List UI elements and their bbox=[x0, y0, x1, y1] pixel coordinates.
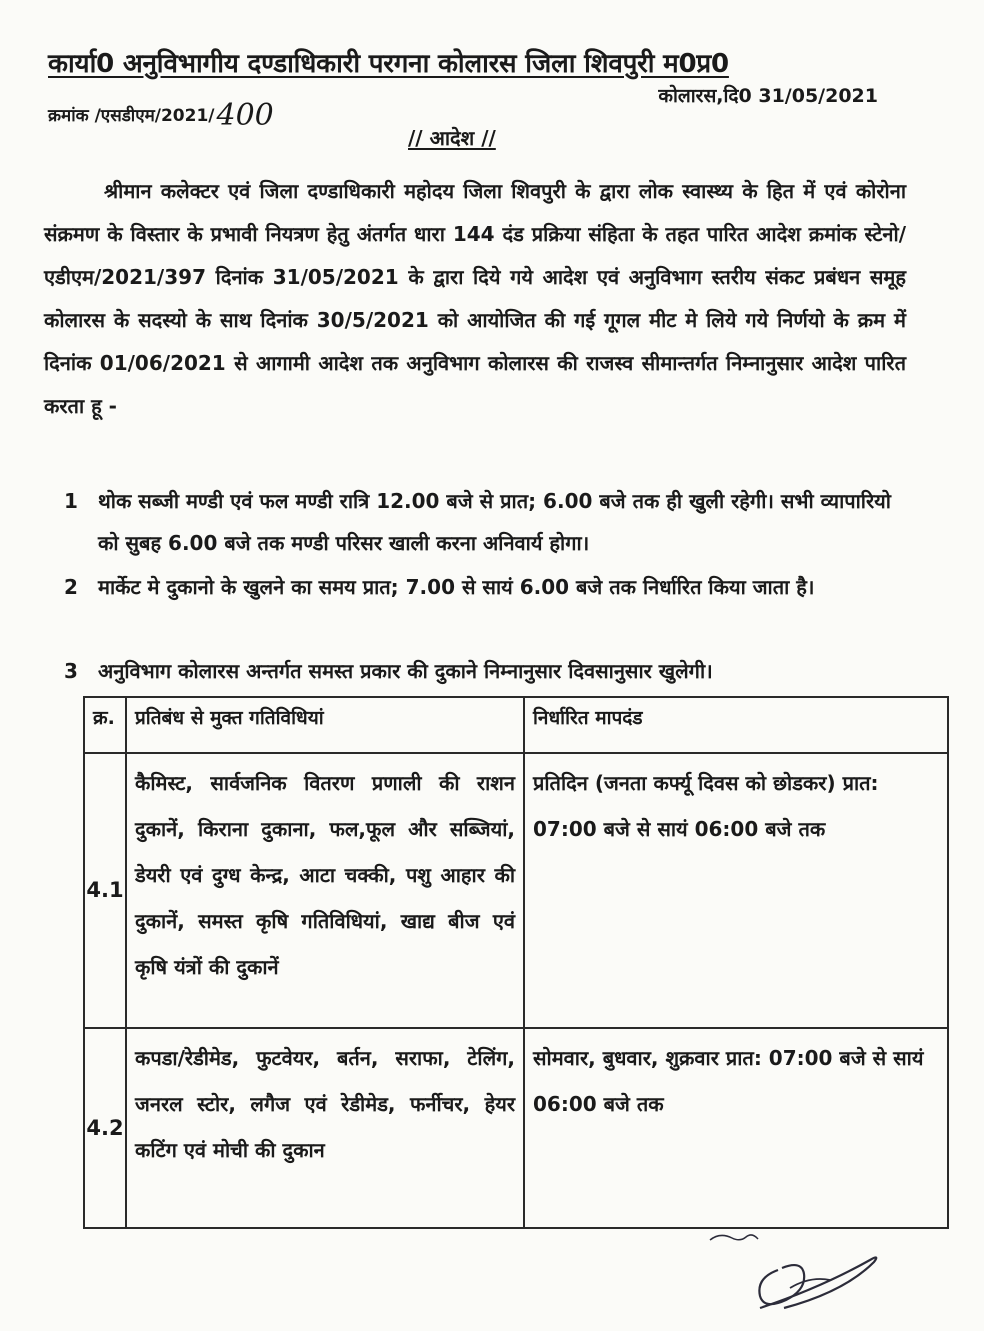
row-activities: कैमिस्ट, सार्वजनिक वितरण प्रणाली की राशन दुकानें, किराना दुकाना, फल,फूल और सब्जियां, डेयरी एवं दुग्ध केन्द्र, आटा चक्की, पशु आहार की दुकानें, समस्त कृषि गतिविधियां, खाद्य बीज एवं कृषि यंत्रों की दुकानें bbox=[126, 753, 524, 1028]
row-serial: 4.1 bbox=[84, 753, 126, 1028]
signature-icon bbox=[690, 1218, 890, 1318]
order-item-text: थोक सब्जी मण्डी एवं फल मण्डी रात्रि 12.00 बजे से प्रात; 6.00 बजे तक ही खुली रहेगी। सभी व्यापारियो को सुबह 6.00 बजे तक मण्डी परिसर खाली करना अनिवार्य होगा। bbox=[98, 489, 891, 555]
order-item-number: 2 bbox=[64, 575, 78, 599]
order-item-text: मार्केट मे दुकानो के खुलने का समय प्रात; 7.00 से सायं 6.00 बजे तक निर्धारित किया जाता है। bbox=[98, 575, 815, 599]
order-item bbox=[64, 480, 914, 564]
header-serial: क्र. bbox=[84, 697, 126, 753]
order-heading: // आदेश // bbox=[408, 126, 496, 150]
order-item-number: 3 bbox=[64, 659, 78, 683]
order-item-number: 1 bbox=[64, 489, 78, 513]
place-and-date: कोलारस,दि0 31/05/2021 bbox=[658, 85, 878, 107]
row-norms: सोमवार, बुधवार, शुक्रवार प्रात: 07:00 बजे से सायं 06:00 बजे तक bbox=[524, 1028, 948, 1228]
initials-scribble bbox=[710, 1235, 758, 1240]
schedule-table-grid bbox=[83, 696, 949, 1229]
intro-paragraph: श्रीमान कलेक्टर एवं जिला दण्डाधिकारी महोदय जिला शिवपुरी के द्वारा लोक स्वास्थ्य के हित में एवं कोरोना संक्रमण के विस्तार के प्रभावी नियत्रण हेतु अंतर्गत धारा 144 दंड प्रक्रिया संहिता के तहत पारित आदेश क्रमांक स्टेनो/एडीएम/2021/397 दिनांक 31/05/2021 के द्वारा दिये गये आदेश एवं अनुविभाग स्तरीय संकट प्रबंधन समूह कोलारस के सदस्यो के साथ दिनांक 30/5/2021 को आयोजित की गई गूगल मीट मे लिये गये निर्णयो के क्रम में दिनांक 01/06/2021 से आगामी आदेश तक अनुविभाग कोलारस की राजस्व सीमान्तर्गत निम्नानुसार आदेश पारित करता हू - bbox=[44, 179, 906, 418]
row-norms: प्रतिदिन (जनता कर्फ्यू दिवस को छोडकर) प्रात: 07:00 बजे से सायं 06:00 बजे तक bbox=[524, 753, 948, 1028]
reference-number-printed: क्रमांक /एसडीएम/2021/ bbox=[48, 106, 215, 126]
order-item bbox=[64, 566, 914, 608]
reference-number bbox=[48, 94, 274, 133]
table-row bbox=[84, 1028, 948, 1228]
row-activities: कपडा/रेडीमेड, फुटवेयर, बर्तन, सराफा, टेलिंग, जनरल स्टोर, लगैज एवं रेडीमेड, फर्नीचर, हेयर कटिंग एवं मोची की दुकान bbox=[126, 1028, 524, 1228]
header-activities: प्रतिबंध से मुक्त गतिविधियां bbox=[126, 697, 524, 753]
reference-number-handwritten: 400 bbox=[216, 98, 274, 133]
table-header-row bbox=[84, 697, 948, 753]
order-item-text: अनुविभाग कोलारस अन्तर्गत समस्त प्रकार की दुकाने निम्नानुसार दिवसानुसार खुलेगी। bbox=[98, 659, 713, 683]
table-row bbox=[84, 753, 948, 1028]
header-norms: निर्धारित मापदंड bbox=[524, 697, 948, 753]
office-title: कार्या0 अनुविभागीय दण्डाधिकारी परगना कोलारस जिला शिवपुरी म0प्र0 bbox=[48, 49, 729, 79]
schedule-table bbox=[83, 696, 949, 1229]
signature-stroke bbox=[760, 1257, 876, 1308]
row-serial: 4.2 bbox=[84, 1028, 126, 1228]
order-item bbox=[64, 650, 914, 692]
